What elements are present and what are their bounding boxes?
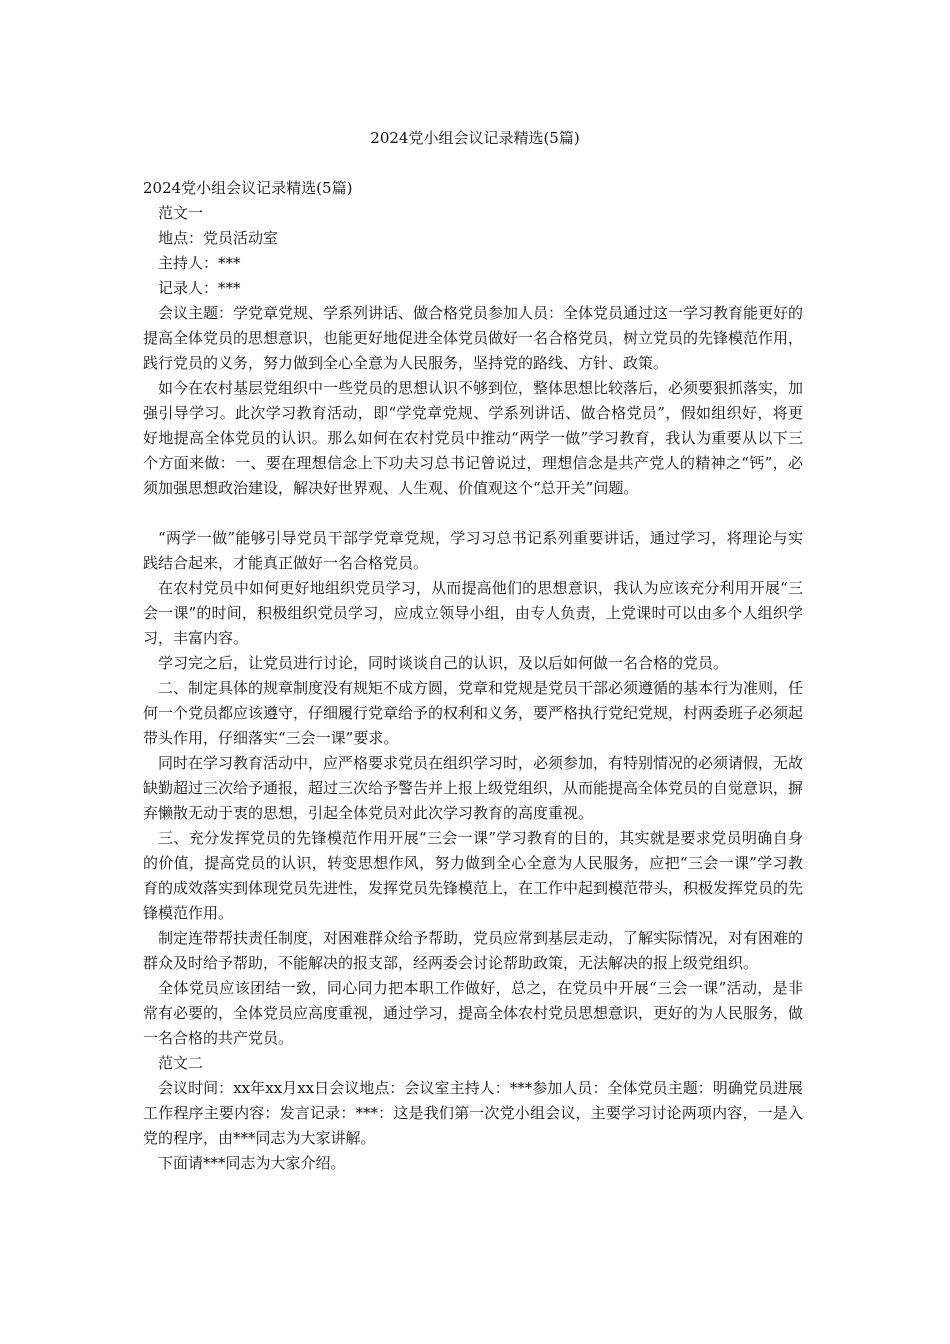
meta-recorder: 记录人：***	[158, 279, 241, 297]
paragraph: 制定连带帮扶责任制度，对困难群众给予帮助，党员应常到基层走动，了解实际情况，对有困难的群众及时给予帮助，不能解决的报支部，经两委会讨论帮助政策，无法解决的报上级党组织。	[143, 929, 804, 972]
paragraph: 三、充分发挥党员的先锋模范作用开展“三会一课”学习教育的目的，其实就是要求党员明确自身的价值，提高党员的认识，转变思想作风，努力做到全心全意为人民服务，应把“三会一课”学习教育的成效落实到体现党员先进性，发挥党员先锋模范上，在工作中起到模范带头，积极发挥党员的先锋模范作用。	[143, 829, 804, 922]
section-label: 范文一	[158, 204, 204, 222]
paragraph: 会议主题：学党章党规、学系列讲话、做合格党员参加人员：全体党员通过这一学习教育能更好的提高全体党员的思想意识，也能更好地促进全体党员做好一名合格党员，树立党员的先锋模范作用，践行党员的义务，努力做到全心全意为人民服务，坚持党的路线、方针、政策。	[143, 304, 804, 372]
section-label: 范文二	[158, 1054, 204, 1072]
paragraph: 会议时间：xx年xx月xx日会议地点：会议室主持人：***参加人员：全体党员主题：明确党员进展工作程序主要内容：发言记录：***：这是我们第一次党小组会议，主要学习讨论两项内容，一是入党的程序，由***同志为大家讲解。	[143, 1079, 803, 1147]
paragraph: 全体党员应该团结一致，同心同力把本职工作做好，总之，在党员中开展“三会一课”活动，是非常有必要的，全体党员应高度重视，通过学习，提高全体农村党员思想意识，更好的为人民服务，做一名合格的共产党员。	[143, 979, 804, 1047]
paragraph: 学习完之后，让党员进行讨论，同时谈谈自己的认识，及以后如何做一名合格的党员。	[158, 654, 729, 672]
paragraph: 下面请***同志为大家介绍。	[158, 1154, 346, 1172]
paragraph: 在农村党员中如何更好地组织党员学习，从而提高他们的思想意识，我认为应该充分利用开展“三会一课”的时间，积极组织党员学习，应成立领导小组，由专人负责，上党课时可以由多个人组织学习，丰富内容。	[143, 579, 803, 647]
page-title: 2024党小组会议记录精选(5篇)	[370, 129, 580, 147]
meta-host: 主持人：***	[158, 254, 241, 272]
meta-location: 地点：党员活动室	[158, 229, 279, 247]
document-body	[143, 176, 803, 1176]
blank-line	[143, 501, 803, 526]
paragraph: 二、制定具体的规章制度没有规矩不成方圆，党章和党规是党员干部必须遵循的基本行为准则，任何一个党员都应该遵守，仔细履行党章给予的权利和义务，要严格执行党纪党规，村两委班子必须起带头作用，仔细落实“三会一课”要求。	[143, 679, 804, 747]
heading-line: 2024党小组会议记录精选(5篇)	[143, 179, 353, 197]
paragraph: “两学一做”能够引导党员干部学党章党规，学习习总书记系列重要讲话，通过学习，将理论与实践结合起来，才能真正做好一名合格党员。	[143, 529, 803, 572]
paragraph: 同时在学习教育活动中，应严格要求党员在组织学习时，必须参加，有特别情况的必须请假，无故缺勤超过三次给予通报，超过三次给予警告并上报上级党组织，从而能提高全体党员的自觉意识，摒弃懒散无动于衷的思想，引起全体党员对此次学习教育的高度重视。	[143, 754, 804, 822]
paragraph: 如今在农村基层党组织中一些党员的思想认识不够到位，整体思想比较落后，必须要狠抓落实，加强引导学习。此次学习教育活动，即“学党章党规、学系列讲话、做合格党员”，假如组织好，将更好地提高全体党员的认识。那么如何在农村党员中推动“两学一做”学习教育，我认为重要从以下三个方面来做：一、要在理想信念上下功夫习总书记曾说过，理想信念是共产党人的精神之“钙”，必须加强思想政治建设，解决好世界观、人生观、价值观这个“总开关”问题。	[143, 379, 804, 497]
